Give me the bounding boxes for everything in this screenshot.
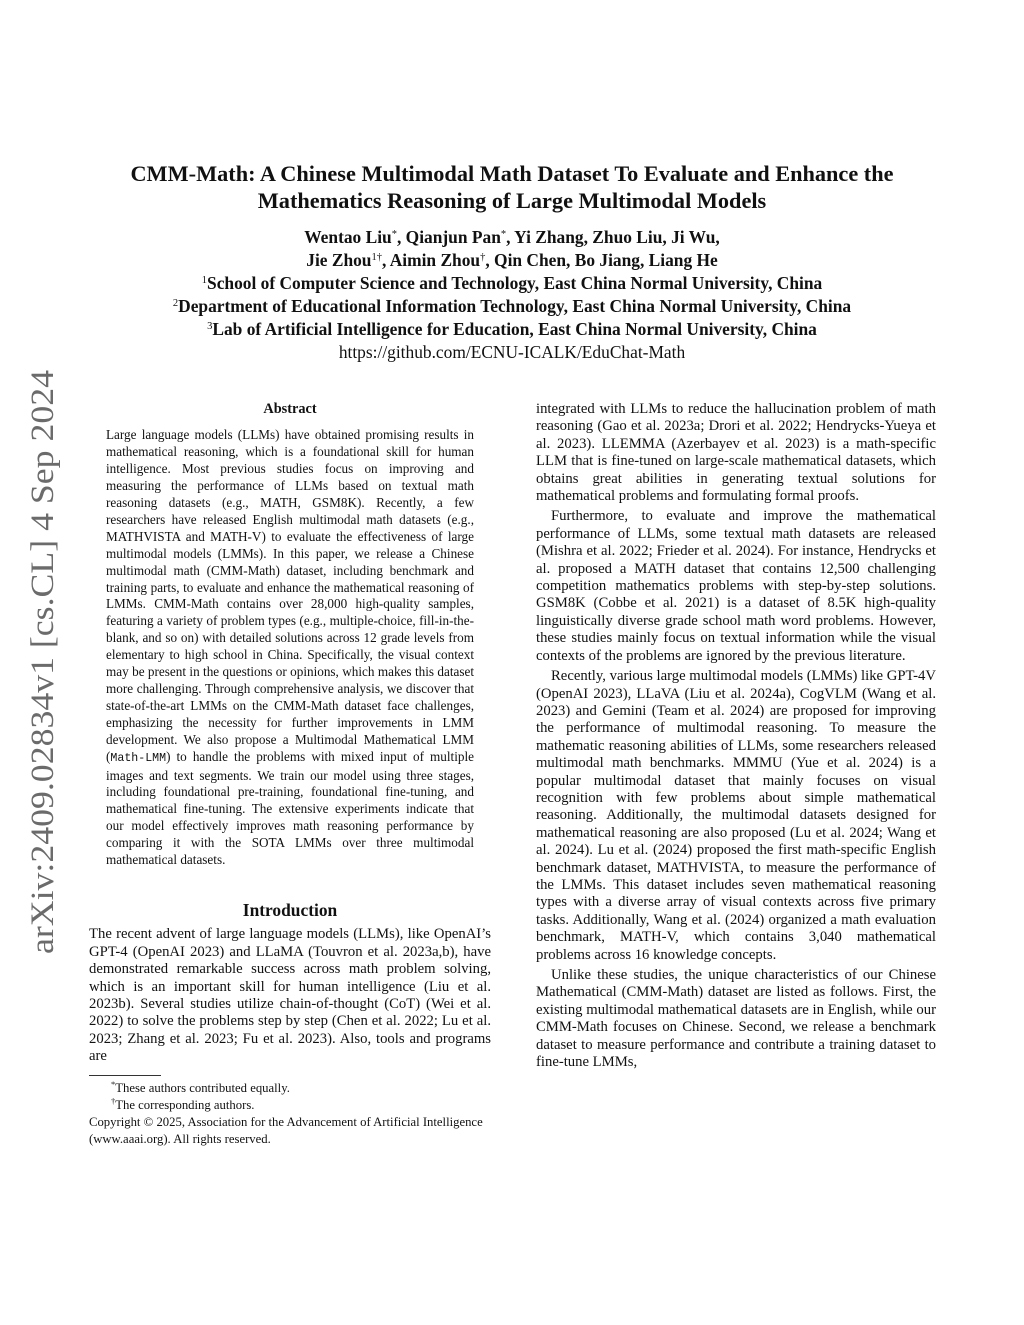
right-paragraph-4: Unlike these studies, the unique characteristics of our Chinese Mathematical (CMM-Math) dataset are listed as follows. First, the existing multimodal mathematical datasets are in English, while our CMM-Math focuses on Chinese. Second, we release a benchmark dataset to measure performance and contribute a training dataset to fine-tune LMMs,	[536, 967, 936, 1071]
author-name: Wentao Liu	[304, 227, 392, 247]
author-name: , Aimin Zhou	[381, 250, 481, 270]
right-paragraph-3: Recently, various large multimodal models (LMMs) like GPT-4V (OpenAI 2023), LLaVA (Liu et al. 2024a), CogVLM (Wang et al. 2023) and Gemini (Team et al. 2024) are proposed for improving the performance of multimodal reasoning. To measure the mathematic reasoning abilities of LLMs, some researchers released multimodal math benchmarks. MMMU (Yue et al. 2024) is a popular multimodal dataset that mainly focuses on visual recognition with few problems about simple mathematical reasoning. Additionally, the multimodal datasets designed for mathematical reasoning are also proposed (Lu et al. 2024; Wang et al. 2024). Lu et al. (2024) proposed the first math-specific English benchmark dataset, MATHVISTA, to measure the performance of the LMMs. This dataset includes seven mathematical reasoning types with a diverse array of visual contexts across five primary tasks. Additionally, Wang et al. (2024) organized a math evaluation benchmark, MATH-V, which contains 3,040 mathematical problems across 16 knowledge concepts.	[536, 668, 936, 963]
footnote-divider	[89, 1075, 161, 1076]
abstract-part-2: ) to handle the problems with mixed input of multiple images and text segments. We train our model using three stages, including foundational pre-training, foundational fine-tuning, and mathematical fine-tuning. The extensive experiments indicate that our model effectively improves math reasoning performance by comparing it with the SOTA LMMs over three multimodal mathematical datasets.	[106, 748, 474, 868]
author-name: , Qianjun Pan	[396, 227, 501, 247]
footnote-mark: *	[111, 1078, 116, 1089]
affiliation-text: School of Computer Science and Technology, East China Normal University, China	[207, 273, 823, 293]
affiliation-2	[96, 295, 928, 318]
arxiv-stamp	[20, 368, 64, 956]
affiliation-1	[96, 272, 928, 295]
affiliation-mark: 2	[172, 298, 179, 309]
abstract-part-1: Large language models (LLMs) have obtained promising results in mathematical reasoning, which is a foundational skill for human intelligence. Most previous studies focus on improving and measuring the performance of LLMs based on textual math reasoning datasets (e.g., MATH, GSM8K). Recently, a few researchers have released English multimodal math datasets (e.g., MATHVISTA and MATH-V) to evaluate the effectiveness of large multimodal models (LMMs). In this paper, we release a Chinese multimodal math (CMM-Math) dataset, including benchmark and training parts, to evaluate and enhance the mathematical reasoning of LMMs. CMM-Math contains over 28,000 high-quality samples, featuring a variety of problem types (e.g., multiple-choice, fill-in-the-blank, and so on) with detailed solutions across 12 grade levels from elementary to high school in China. Specifically, the visual context may be present in the questions or opinions, which makes this dataset more challenging. Through comprehensive analysis, we discover that state-of-the-art LMMs on the CMM-Math dataset face challenges, emphasizing the necessity for further improvements in LMM development. We also propose a Multimodal Mathematical LMM (	[106, 427, 474, 764]
affiliation-text: Lab of Artificial Intelligence for Education, East China Normal University, China	[212, 319, 817, 339]
author-mark: *	[391, 229, 397, 240]
footnote-mark: †	[111, 1095, 116, 1106]
affiliation-mark: 3	[207, 321, 213, 332]
abstract-heading: Abstract	[263, 401, 317, 417]
author-mark: †	[480, 252, 486, 263]
intro-paragraph-1: The recent advent of large language models (LLMs), like OpenAI’s GPT-4 (OpenAI 2023) and LLaMA (Touvron et al. 2023a,b), have demonstrated remarkable success across math problem solving, which is an important skill for human intelligence (Liu et al. 2023b). Several studies utilize chain-of-thought (CoT) (Wei et al. 2022) to solve the problems step by step (Chen et al. 2022; Lu et al. 2023; Zhang et al. 2023; Fu et al. 2023). Also, tools and programs are	[89, 926, 491, 1065]
right-column	[536, 401, 936, 1071]
author-list-line-2	[96, 249, 928, 272]
title-line-1: CMM-Math: A Chinese Multimodal Math Dataset To Evaluate and Enhance the	[130, 161, 894, 186]
author-mark: *	[500, 229, 507, 240]
abstract-text	[106, 427, 474, 869]
affiliation-mark: 1	[201, 275, 208, 286]
arxiv-stamp-text: arXiv:2409.02834v1 [cs.CL] 4 Sep 2024	[25, 423, 61, 954]
author-mark: 1†	[371, 252, 382, 263]
right-paragraph-1: integrated with LLMs to reduce the hallucination problem of math reasoning (Gao et al. 2023a; Drori et al. 2022; Hendrycks-Yueya et al. 2023). LLEMMA (Azerbayev et al. 2023) is a math-specific LLM that is fine-tuned on large-scale mathematical datasets, which obtains great abilities in generating textual solutions for mathematical problems and formulating formal proofs.	[536, 401, 936, 505]
author-block	[96, 226, 928, 364]
footnote-text: The corresponding authors.	[115, 1097, 255, 1112]
author-names: , Yi Zhang, Zhuo Liu, Ji Wu,	[506, 227, 720, 247]
author-list-line-1	[96, 226, 928, 249]
author-names: , Qin Chen, Bo Jiang, Liang He	[485, 250, 718, 270]
left-column	[89, 401, 491, 1148]
model-name: Math-LMM	[110, 751, 167, 765]
paper-title	[96, 160, 928, 214]
affiliation-text: Department of Educational Information Technology, East China Normal University, China	[178, 296, 852, 316]
title-block	[96, 160, 928, 364]
right-paragraph-2: Furthermore, to evaluate and improve the mathematical performance of LLMs, some textual math datasets are released (Mishra et al. 2022; Frieder et al. 2024). For instance, Hendrycks et al. proposed a MATH dataset that contains 12,500 challenging competition mathematics problems with step-by-step solutions. GSM8K (Cobbe et al. 2021) is a dataset of 8.5K high-quality linguistically diverse grade school math word problems. However, these studies mainly focus on textual information while the visual contexts of the problems are ignored by the previous literature.	[536, 508, 936, 664]
footnote-equal-contribution	[89, 1080, 491, 1097]
title-line-2: Mathematics Reasoning of Large Multimodal Models	[257, 188, 767, 213]
copyright-notice: Copyright © 2025, Association for the Advancement of Artificial Intelligence (www.aaai.org). All rights reserved.	[89, 1114, 483, 1146]
footnote-text: These authors contributed equally.	[115, 1080, 290, 1095]
author-name: Jie Zhou	[306, 250, 372, 270]
footnote-corresponding	[89, 1097, 491, 1114]
repo-link[interactable]: https://github.com/ECNU-ICALK/EduChat-Math	[338, 342, 686, 362]
introduction-heading: Introduction	[242, 899, 338, 920]
affiliation-3	[96, 318, 928, 341]
